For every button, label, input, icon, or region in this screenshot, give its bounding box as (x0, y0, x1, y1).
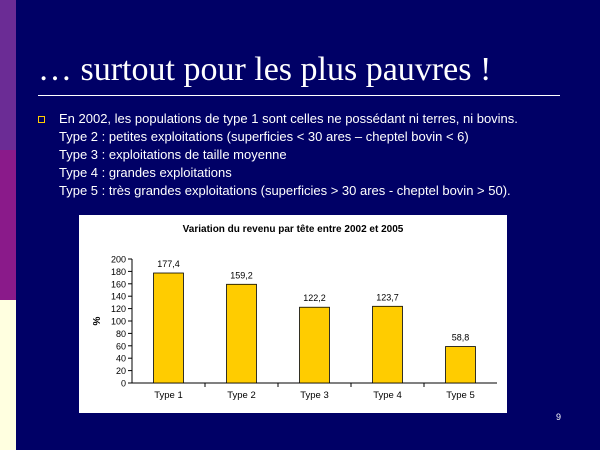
y-tick-label: 120 (110, 304, 126, 315)
x-tick-label: Type 3 (300, 390, 329, 401)
bar (300, 307, 330, 383)
bar-data-label: 122,2 (303, 293, 326, 304)
chart-panel (79, 215, 507, 413)
x-tick-label: Type 1 (154, 390, 183, 401)
side-accent-bar-bottom (0, 300, 16, 450)
bar-data-label: 58,8 (451, 332, 470, 343)
slide-title: … surtout pour les plus pauvres ! (38, 51, 492, 88)
side-accent-bar-middle (0, 150, 16, 300)
y-tick-label: 0 (120, 378, 126, 389)
bar (154, 273, 184, 383)
chart-title: Variation du revenu par tête entre 2002 et 2005 (182, 224, 404, 235)
bullet-text-type-2: Type 2 : petites exploitations (superficies < 30 ares – cheptel bovin < 6) (59, 129, 469, 144)
y-tick-label: 180 (110, 266, 126, 277)
x-tick-label: Type 4 (373, 390, 402, 401)
bullet-square-icon (38, 116, 45, 123)
y-tick-label: 200 (110, 254, 126, 265)
y-tick-label: 60 (115, 341, 126, 352)
y-tick-label: 160 (110, 279, 126, 290)
y-tick-label: 100 (110, 316, 126, 327)
page-number: 9 (556, 412, 562, 422)
x-tick-label: Type 2 (227, 390, 256, 401)
bar-data-label: 123,7 (376, 292, 399, 303)
bar-data-label: 159,2 (230, 270, 253, 281)
bullet-text-type-4: Type 4 : grandes exploitations (59, 165, 232, 180)
y-axis-label: % (92, 316, 103, 326)
bullet-text-type-3: Type 3 : exploitations de taille moyenne (59, 147, 287, 162)
slide-body (59, 110, 579, 200)
bar-data-label: 177,4 (157, 259, 180, 270)
y-tick-label: 20 (115, 366, 126, 377)
bar (227, 284, 257, 383)
bar-chart (79, 215, 507, 413)
title-divider (38, 95, 560, 96)
bar (373, 306, 403, 383)
bullet-text-type-5: Type 5 : très grandes exploitations (superficies > 30 ares - cheptel bovin > 50). (59, 183, 511, 198)
y-tick-label: 140 (110, 291, 126, 302)
bar (446, 347, 476, 383)
y-tick-label: 80 (115, 328, 126, 339)
side-accent-bar-top (0, 0, 16, 150)
bullet-text-type-1: En 2002, les populations de type 1 sont celles ne possédant ni terres, ni bovins. (59, 111, 518, 126)
y-tick-label: 40 (115, 353, 126, 364)
x-tick-label: Type 5 (446, 390, 475, 401)
